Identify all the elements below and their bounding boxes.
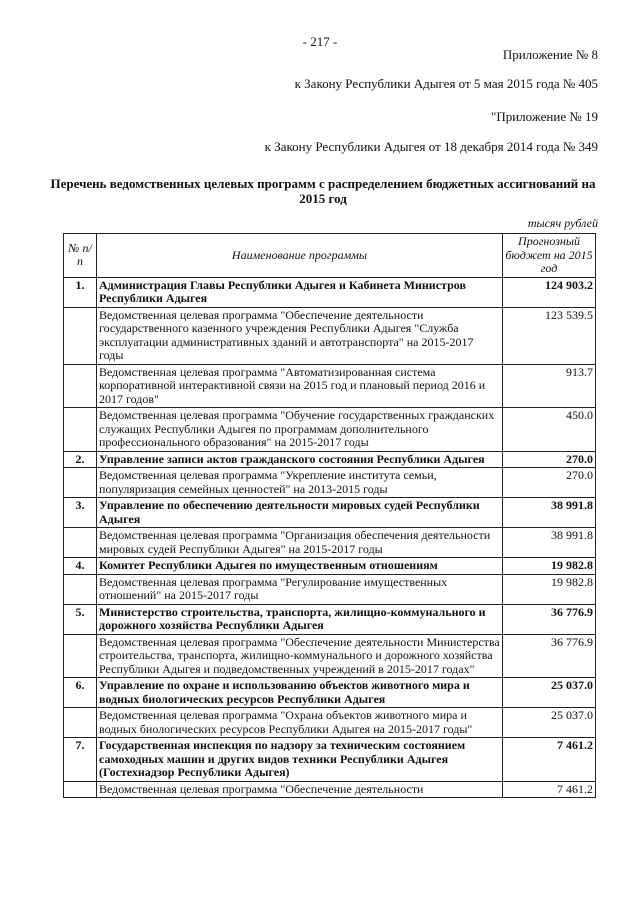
row-program-name: Ведомственная целевая программа "Обеспечение деятельности [97, 781, 503, 798]
row-budget-amount: 450.0 [503, 408, 596, 452]
units-label: тысяч рублей [527, 216, 598, 230]
row-budget-amount: 38 991.8 [503, 528, 596, 558]
row-budget-amount: 7 461.2 [503, 738, 596, 782]
row-program-name: Ведомственная целевая программа "Укрепление института семьи, популяризация семейных ценностей" на 2013-2015 годы [97, 468, 503, 498]
column-header-name: Наименование программы [97, 234, 503, 278]
row-budget-amount: 7 461.2 [503, 781, 596, 798]
table-row [64, 558, 596, 575]
row-number [64, 781, 97, 798]
row-program-name: Ведомственная целевая программа "Обучение государственных гражданских служащих Республики Адыгея по программам дополнительного профессионального образования" на 2015-2017 годы [97, 408, 503, 452]
table-row [64, 468, 596, 498]
row-number: 2. [64, 451, 97, 468]
row-budget-amount: 124 903.2 [503, 277, 596, 307]
row-number: 6. [64, 678, 97, 708]
row-budget-amount: 38 991.8 [503, 498, 596, 528]
row-number: 7. [64, 738, 97, 782]
column-header-budget: Прогнозный бюджет на 2015 год [503, 234, 596, 278]
row-number [64, 307, 97, 364]
row-program-name: Ведомственная целевая программа "Регулирование имущественных отношений" на 2015-2017 годы [97, 574, 503, 604]
appendix-label: Приложение № 8 [502, 47, 598, 62]
row-program-name: Ведомственная целевая программа "Обеспечение деятельности государственного казенного учреждения Республики Адыгея "Служба эксплуатации административных зданий и автотранспорта" на 2015-2017 годы [97, 307, 503, 364]
row-program-name: Комитет Республики Адыгея по имущественным отношениям [97, 558, 503, 575]
table-row [64, 408, 596, 452]
table-body [64, 277, 596, 798]
row-number [64, 528, 97, 558]
row-number: 5. [64, 604, 97, 634]
table-row [64, 738, 596, 782]
row-budget-amount: 19 982.8 [503, 574, 596, 604]
table-row [64, 781, 596, 798]
table-row [64, 307, 596, 364]
row-program-name: Министерство строительства, транспорта, жилищно-коммунального и дорожного хозяйства Республики Адыгея [97, 604, 503, 634]
row-budget-amount: 25 037.0 [503, 708, 596, 738]
row-number [64, 408, 97, 452]
row-program-name: Администрация Главы Республики Адыгея и Кабинета Министров Республики Адыгея [97, 277, 503, 307]
appendix-label-original: "Приложение № 19 [491, 109, 598, 124]
row-program-name: Управление записи актов гражданского состояния Республики Адыгея [97, 451, 503, 468]
table-row [64, 634, 596, 678]
table-row [64, 364, 596, 408]
table-header-row [64, 234, 596, 278]
document-title: Перечень ведомственных целевых программ с распределением бюджетных ассигнований на 2015 год [50, 176, 596, 206]
row-number: 3. [64, 498, 97, 528]
table-row [64, 498, 596, 528]
row-number [64, 364, 97, 408]
row-program-name: Ведомственная целевая программа "Автоматизированная система корпоративной интерактивной связи на 2015 год и плановый период 2016 и 2017 годов" [97, 364, 503, 408]
table-row [64, 451, 596, 468]
row-budget-amount: 25 037.0 [503, 678, 596, 708]
column-header-number: № п/п [64, 234, 97, 278]
row-budget-amount: 36 776.9 [503, 604, 596, 634]
row-number [64, 468, 97, 498]
row-number: 4. [64, 558, 97, 575]
table-row [64, 277, 596, 307]
table-row [64, 528, 596, 558]
row-budget-amount: 123 539.5 [503, 307, 596, 364]
table-row [64, 604, 596, 634]
law-reference-original: к Закону Республики Адыгея от 18 декабря 2014 года № 349 [264, 139, 598, 154]
row-budget-amount: 270.0 [503, 468, 596, 498]
row-program-name: Управление по охране и использованию объектов животного мира и водных биологических ресурсов Республики Адыгея [97, 678, 503, 708]
row-number [64, 574, 97, 604]
programs-table [63, 233, 596, 798]
row-budget-amount: 19 982.8 [503, 558, 596, 575]
row-budget-amount: 270.0 [503, 451, 596, 468]
row-number [64, 708, 97, 738]
table-row [64, 678, 596, 708]
row-budget-amount: 913.7 [503, 364, 596, 408]
row-program-name: Ведомственная целевая программа "Организация обеспечения деятельности мировых судей Республики Адыгея" на 2015-2017 годы [97, 528, 503, 558]
law-reference: к Закону Республики Адыгея от 5 мая 2015 года № 405 [294, 76, 598, 91]
row-program-name: Ведомственная целевая программа "Охрана объектов животного мира и водных биологических ресурсов Республики Адыгея на 2015-2017 годы" [97, 708, 503, 738]
table-row [64, 708, 596, 738]
page-number: - 217 - [302, 34, 338, 49]
row-program-name: Государственная инспекция по надзору за техническим состоянием самоходных машин и других видов техники Республики Адыгея (Гостехнадзор Республики Адыгея) [97, 738, 503, 782]
row-budget-amount: 36 776.9 [503, 634, 596, 678]
row-number: 1. [64, 277, 97, 307]
row-program-name: Ведомственная целевая программа "Обеспечение деятельности Министерства строительства, транспорта, жилищно-коммунального и дорожного хозяйства Республики Адыгея и подведомственных учреждений в 2015-2017 годах" [97, 634, 503, 678]
row-program-name: Управление по обеспечению деятельности мировых судей Республики Адыгея [97, 498, 503, 528]
row-number [64, 634, 97, 678]
table-row [64, 574, 596, 604]
